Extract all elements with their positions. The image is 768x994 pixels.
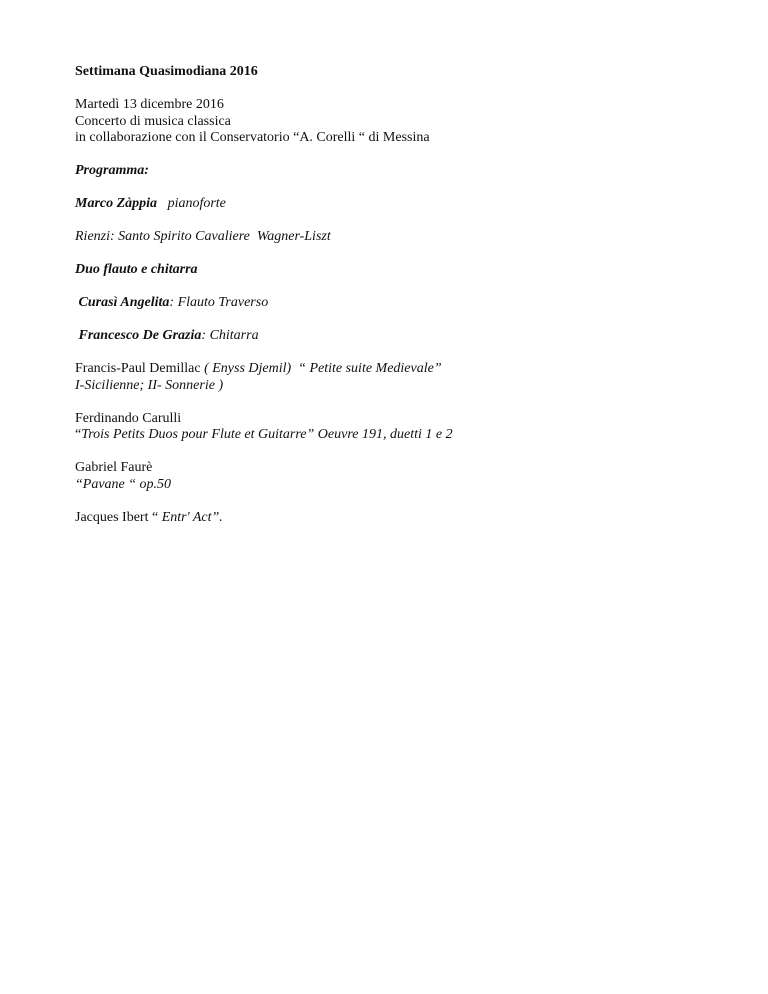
piece-detail: I-Sicilienne; II- Sonnerie ) <box>75 377 224 393</box>
spacer <box>75 279 715 296</box>
program-heading: Programma: <box>75 163 149 178</box>
piece-detail-line <box>75 378 715 395</box>
piece-detail: Trois Petits Duos pour Flute et Guitarre” Oeuvre 191, duetti 1 e 2 <box>81 427 453 442</box>
spacer <box>75 493 715 510</box>
spacer <box>75 345 715 362</box>
performer-name: Francesco De Grazia <box>78 328 202 343</box>
spacer <box>75 213 715 230</box>
piece-composer: Gabriel Faurè <box>75 460 153 475</box>
piece-detail-line <box>75 427 715 444</box>
spacer <box>75 180 715 197</box>
piece-composer: Francis-Paul Demillac <box>75 361 205 376</box>
spacer <box>75 81 715 98</box>
last-piece-line <box>75 510 715 527</box>
spacer <box>75 394 715 411</box>
piece-detail-line <box>75 477 715 494</box>
event-collaboration: in collaborazione con il Conservatorio “A. Corelli “ di Messina <box>75 130 430 145</box>
performer-line <box>75 328 715 345</box>
piece-composer-line <box>75 460 715 477</box>
piece-composer-line <box>75 361 715 378</box>
spacer <box>75 147 715 164</box>
performer-line <box>75 295 715 312</box>
performer-role: Flauto Traverso <box>177 295 269 310</box>
spacer <box>75 444 715 461</box>
piece-composer: Ferdinando Carulli <box>75 410 182 426</box>
document-page <box>75 64 715 526</box>
spacer <box>75 246 715 263</box>
performer-separator: : <box>169 295 178 310</box>
performer-separator: : <box>201 328 210 343</box>
piece-detail: “Pavane “ op.50 <box>75 476 172 492</box>
duo-heading: Duo flauto e chitarra <box>75 262 198 277</box>
performer-name: Curasì Angelita <box>78 295 170 310</box>
piano-piece: Rienzi: Santo Spirito Cavaliere Wagner-Liszt <box>75 229 331 244</box>
pianist-instrument: pianoforte <box>167 196 226 211</box>
piece-composer-line <box>75 411 715 428</box>
document-title: Settimana Quasimodiana 2016 <box>75 64 258 79</box>
piece-detail-prefix: “ <box>75 427 82 442</box>
event-date: Martedì 13 dicembre 2016 <box>75 97 224 112</box>
pianist-name: Marco Zàppia <box>75 196 158 211</box>
pianist-line <box>75 196 715 213</box>
piece-title: ( Enyss Djemil) “ Petite suite Medievale” <box>204 361 442 376</box>
last-piece-composer: Jacques Ibert “ <box>75 509 162 525</box>
event-description: Concerto di musica classica <box>75 113 231 129</box>
performer-role: Chitarra <box>209 328 259 343</box>
spacer <box>75 312 715 329</box>
last-piece-title: Entr' Act”. <box>161 509 223 525</box>
